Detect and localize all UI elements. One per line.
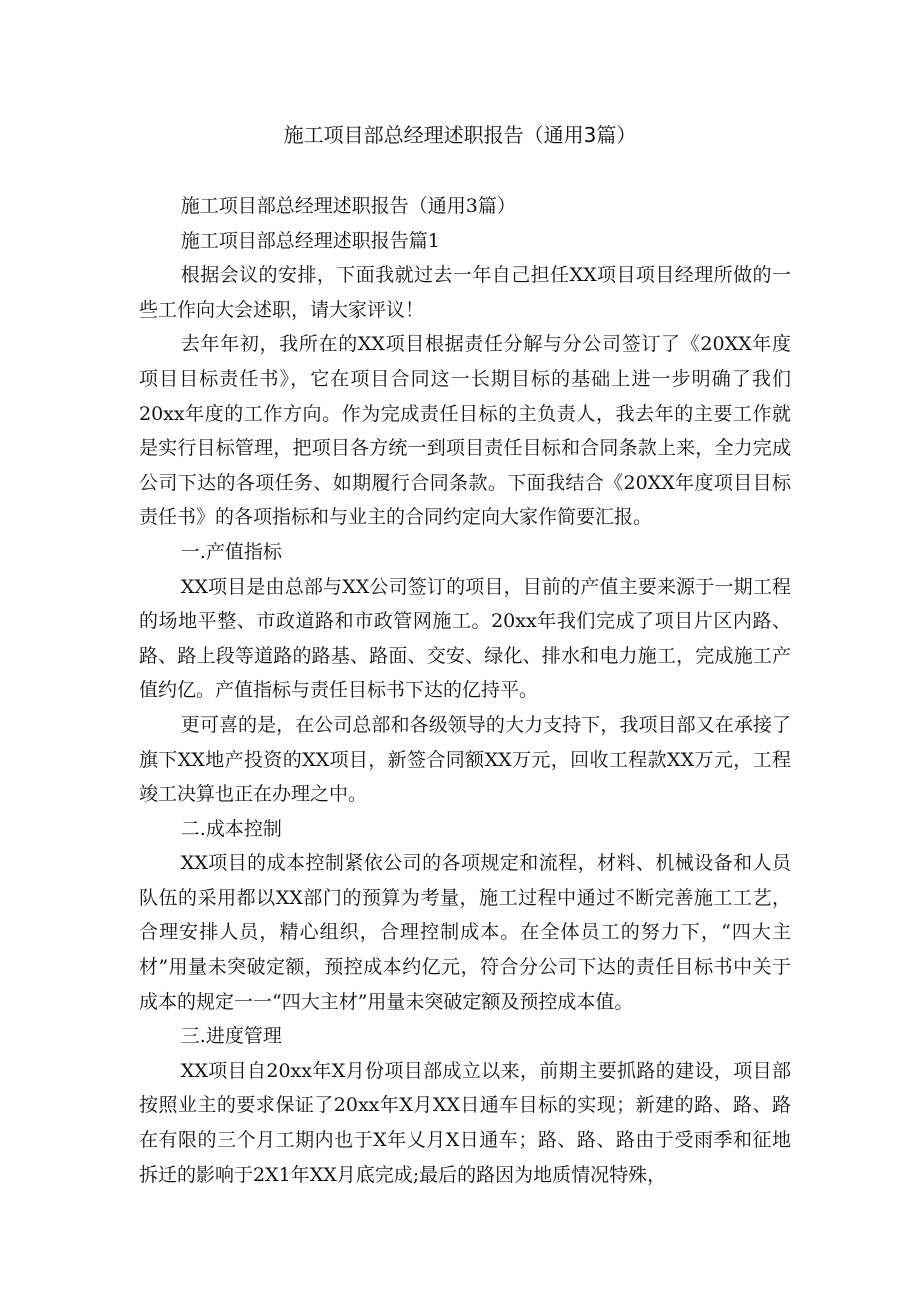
document-title: 施工项目部总经理述职报告（通用3篇）: [283, 123, 637, 147]
heading-output-value: 一.产值指标: [180, 540, 282, 563]
paragraph-intro: 根据会议的安排，下面我就过去一年自己担任XX项目项目经理所做的一些工作向大会述职，请大家评议！: [139, 264, 791, 321]
paragraph-cost-control: XX项目的成本控制紧依公司的各项规定和流程，材料、机械设备和人员队伍的采用都以XX部门的预算为考量，施工过程中通过不断完善施工工艺，合理安排人员，精心组织，合理控制成本。在全体员工的努力下，“四大主材”用量未突破定额，预控成本约亿元，符合分公司下达的责任目标书中关于成本的规定一一“四大主材”用量未突破定额及预控成本值。: [139, 852, 791, 1013]
paragraph-new-contract: 更可喜的是，在公司总部和各级领导的大力支持下，我项目部又在承接了旗下XX地产投资的XX项目，新签合同额XX万元，回收工程款XX万元，工程竣工决算也正在办理之中。: [139, 713, 791, 806]
paragraph-output-value: XX项目是由总部与XX公司签订的项目，目前的产值主要来源于一期工程的场地平整、市政道路和市政管网施工。20xx年我们完成了项目片区内路、路、路上段等道路的路基、路面、交安、绿化、排水和电力施工，完成施工产值约亿。产值指标与责任目标书下达的亿持平。: [139, 575, 791, 702]
heading-cost-control: 二.成本控制: [180, 817, 282, 840]
heading-schedule-management: 三.进度管理: [180, 1025, 282, 1048]
paragraph-target-overview: 去年年初，我所在的XX项目根据责任分解与分公司签订了《20XX年度项目目标责任书》，它在项目合同这一长期目标的基础上进一步明确了我们20xx年度的工作方向。作为完成责任目标的主负责人，我去年的主要工作就是实行目标管理，把项目各方统一到项目责任目标和合同条款上来，全力完成公司下达的各项任务、如期履行合同条款。下面我结合《20XX年度项目目标责任书》的各项指标和与业主的合同约定向大家作简要汇报。: [139, 333, 791, 529]
document-body: [139, 189, 791, 1192]
paragraph-subtitle: 施工项目部总经理述职报告（通用3篇）: [180, 195, 516, 217]
paragraph-section-heading: 施工项目部总经理述职报告篇1: [180, 229, 440, 252]
paragraph-schedule-management: XX项目自20xx年X月份项目部成立以来，前期主要抓路的建设，项目部按照业主的要求保证了20xx年X月XX日通车目标的实现；新建的路、路、路在有限的三个月工期内也于X年乂月X日通车；路、路、路由于受雨季和征地拆迁的影响于2X1年XX月底完成;最后的路因为地质情况特殊，: [139, 1059, 791, 1186]
